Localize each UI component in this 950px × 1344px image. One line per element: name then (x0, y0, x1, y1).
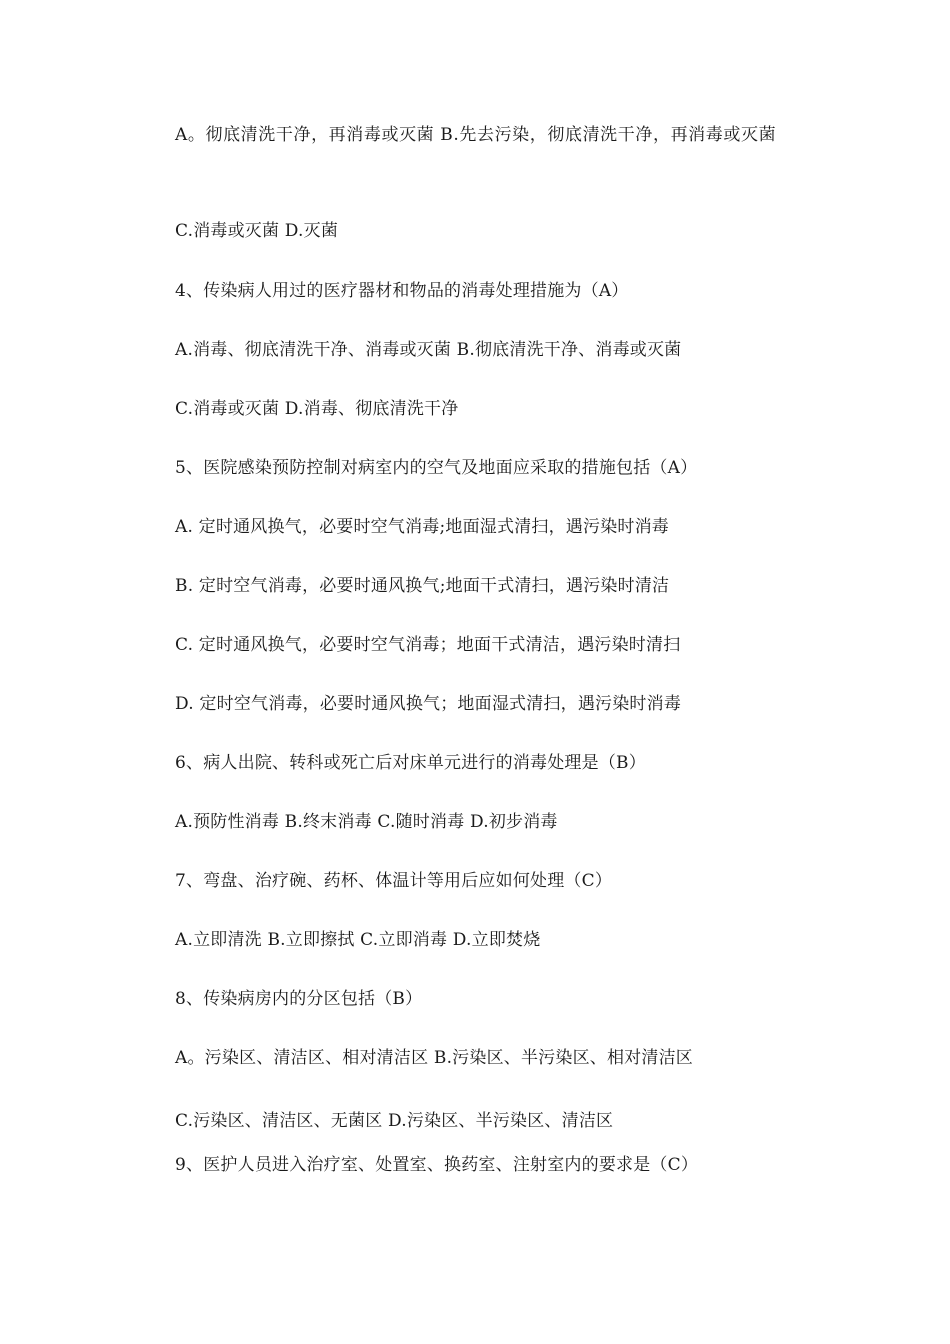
option-line-q8-cd: C.污染区、清洁区、无菌区 D.污染区、半污染区、清洁区 (175, 1111, 614, 1131)
question-9: 9、医护人员进入治疗室、处置室、换药室、注射室内的要求是（C） (175, 1155, 699, 1175)
option-line-q7: A.立即清洗 B.立即擦拭 C.立即消毒 D.立即焚烧 (175, 930, 541, 950)
question-6: 6、病人出院、转科或死亡后对床单元进行的消毒处理是（B） (175, 753, 646, 773)
option-line-q5-a: A. 定时通风换气，必要时空气消毒;地面湿式清扫，遇污染时消毒 (175, 517, 670, 537)
option-line-q3-ab: A。彻底清洗干净，再消毒或灭菌 B.先去污染，彻底清洗干净，再消毒或灭菌 (175, 125, 777, 145)
option-line-q5-b: B. 定时空气消毒，必要时通风换气;地面干式清扫，遇污染时清洁 (175, 576, 670, 596)
option-line-q6: A.预防性消毒 B.终末消毒 C.随时消毒 D.初步消毒 (175, 812, 558, 832)
question-5: 5、医院感染预防控制对病室内的空气及地面应采取的措施包括（A） (175, 458, 698, 478)
option-line-q4-cd: C.消毒或灭菌 D.消毒、彻底清洗干净 (175, 399, 459, 419)
option-line-q3-cd: C.消毒或灭菌 D.灭菌 (175, 221, 339, 241)
option-line-q4-ab: A.消毒、彻底清洗干净、消毒或灭菌 B.彻底清洗干净、消毒或灭菌 (175, 340, 682, 360)
question-8: 8、传染病房内的分区包括（B） (175, 989, 423, 1009)
option-line-q8-ab: A。污染区、清洁区、相对清洁区 B.污染区、半污染区、相对清洁区 (175, 1048, 693, 1068)
option-line-q5-d: D. 定时空气消毒，必要时通风换气；地面湿式清扫，遇污染时消毒 (175, 694, 682, 714)
option-line-q5-c: C. 定时通风换气，必要时空气消毒；地面干式清洁，遇污染时清扫 (175, 635, 681, 655)
question-7: 7、弯盘、治疗碗、药杯、体温计等用后应如何处理（C） (175, 871, 613, 891)
question-4: 4、传染病人用过的医疗器材和物品的消毒处理措施为（A） (175, 281, 629, 301)
